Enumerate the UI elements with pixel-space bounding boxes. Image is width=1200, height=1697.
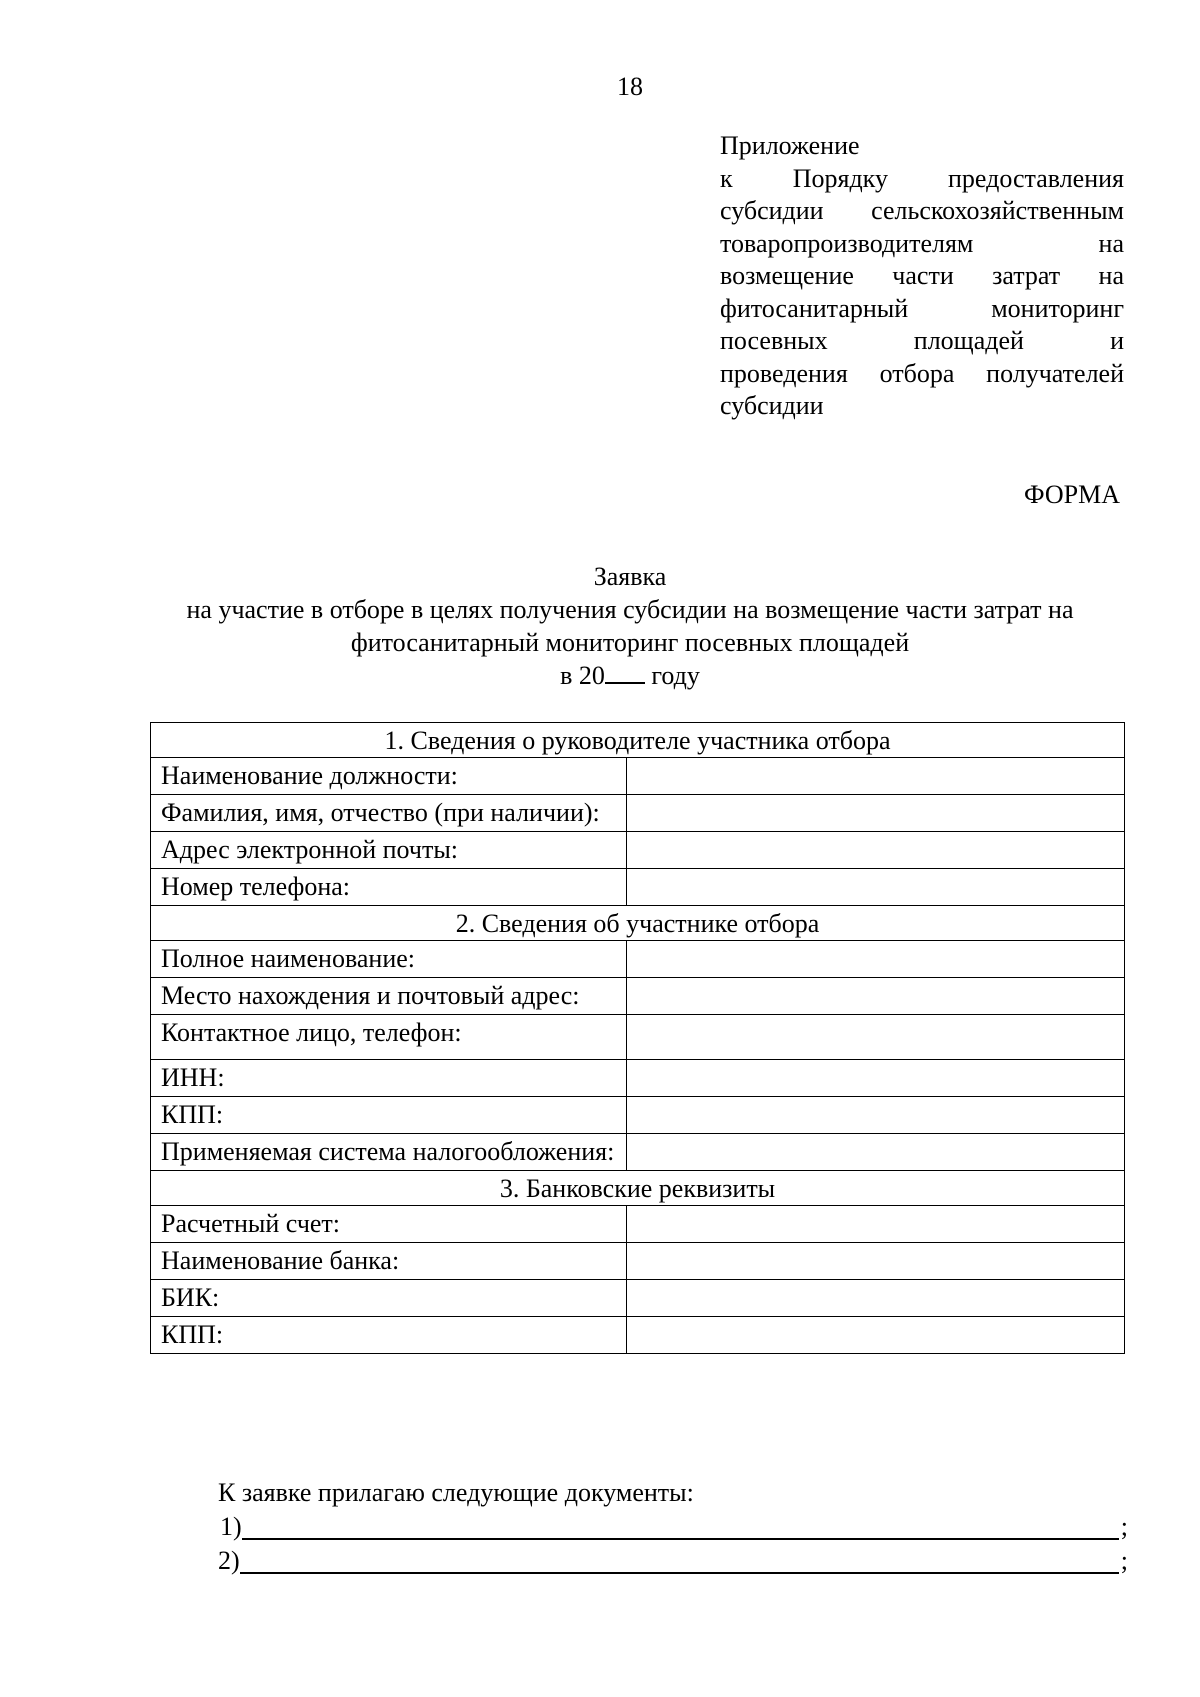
field-value-cell[interactable] <box>627 978 1125 1015</box>
appendix-line: посевных площадей и <box>720 326 1124 355</box>
table-row <box>151 758 1125 795</box>
appendix-line: субсидии сельскохозяйственным <box>720 196 1124 225</box>
field-value-cell[interactable] <box>627 1060 1125 1097</box>
table-row <box>151 795 1125 832</box>
attachment-blank-line[interactable] <box>242 1512 1119 1540</box>
field-label: Контактное лицо, телефон: <box>151 1015 627 1060</box>
field-label: КПП: <box>151 1097 627 1134</box>
field-value-cell[interactable] <box>627 832 1125 869</box>
appendix-line: фитосанитарный мониторинг <box>720 293 1124 323</box>
section-1-title: 1. Сведения о руководителе участника отбора <box>151 723 1125 758</box>
attachment-item <box>218 1510 1128 1544</box>
heading-year-suffix: году <box>651 661 700 690</box>
field-label: Место нахождения и почтовый адрес: <box>151 978 627 1015</box>
table-row <box>151 941 1125 978</box>
field-value-cell[interactable] <box>627 758 1125 795</box>
application-form-table <box>150 722 1125 1354</box>
field-value-cell[interactable] <box>627 1317 1125 1354</box>
appendix-line: проведения отбора получателей <box>720 358 1124 388</box>
appendix-block <box>720 130 1124 423</box>
field-value-cell[interactable] <box>627 1206 1125 1243</box>
field-label: Фамилия, имя, отчество (при наличии): <box>151 795 627 832</box>
table-row <box>151 832 1125 869</box>
field-label: КПП: <box>151 1317 627 1354</box>
attachment-terminator: ; <box>1120 1512 1128 1541</box>
table-row <box>151 1317 1125 1354</box>
section-2-title: 2. Сведения об участнике отбора <box>151 906 1125 941</box>
field-label: Номер телефона: <box>151 869 627 906</box>
field-value-cell[interactable] <box>627 1243 1125 1280</box>
appendix-title: Приложение <box>720 131 860 160</box>
attachments-block <box>218 1476 1128 1578</box>
field-value-cell[interactable] <box>627 1280 1125 1317</box>
table-row <box>151 1060 1125 1097</box>
field-label: Полное наименование: <box>151 941 627 978</box>
heading-title: Заявка <box>593 562 667 591</box>
field-label: Наименование банка: <box>151 1243 627 1280</box>
page-number: 18 <box>617 72 643 101</box>
section-header-row <box>151 1171 1125 1206</box>
field-value-cell[interactable] <box>627 1097 1125 1134</box>
appendix-line: товаропроизводителям на <box>720 228 1124 258</box>
field-value-cell[interactable] <box>627 1015 1125 1060</box>
table-row <box>151 1243 1125 1280</box>
section-header-row <box>151 723 1125 758</box>
table-row <box>151 1206 1125 1243</box>
field-label: Расчетный счет: <box>151 1206 627 1243</box>
table-row <box>151 978 1125 1015</box>
field-value-cell[interactable] <box>627 795 1125 832</box>
appendix-line: к Порядку предоставления <box>720 163 1124 193</box>
field-value-cell[interactable] <box>627 1134 1125 1171</box>
appendix-line: возмещение части затрат на <box>720 261 1124 290</box>
field-label: Наименование должности: <box>151 758 627 795</box>
section-3-title: 3. Банковские реквизиты <box>151 1171 1125 1206</box>
field-value-cell[interactable] <box>627 941 1125 978</box>
table-row <box>151 1015 1125 1060</box>
attachment-number: 1) <box>220 1512 242 1541</box>
table-row <box>151 1134 1125 1171</box>
field-label: ИНН: <box>151 1060 627 1097</box>
attachments-intro: К заявке прилагаю следующие документы: <box>218 1478 694 1507</box>
section-header-row <box>151 906 1125 941</box>
heading-subtitle-line: на участие в отборе в целях получения субсидии на возмещение части затрат на <box>186 595 1074 624</box>
heading-subtitle-line: фитосанитарный мониторинг посевных площадей <box>350 628 910 657</box>
field-label: БИК: <box>151 1280 627 1317</box>
field-label: Применяемая система налогообложения: <box>151 1134 627 1171</box>
year-blank-field[interactable] <box>605 662 645 684</box>
table-row <box>151 869 1125 906</box>
field-value-cell[interactable] <box>627 869 1125 906</box>
attachment-blank-line[interactable] <box>240 1546 1119 1574</box>
attachment-terminator: ; <box>1120 1546 1128 1575</box>
field-label: Адрес электронной почты: <box>151 832 627 869</box>
document-heading <box>0 560 1200 692</box>
appendix-line: субсидии <box>720 391 824 420</box>
heading-year-line <box>0 659 1200 692</box>
forma-label: ФОРМА <box>1024 480 1120 509</box>
table-row <box>151 1280 1125 1317</box>
table-row <box>151 1097 1125 1134</box>
attachment-number: 2) <box>218 1546 240 1575</box>
heading-year-prefix: в 20 <box>560 661 605 690</box>
attachment-item <box>218 1544 1128 1578</box>
